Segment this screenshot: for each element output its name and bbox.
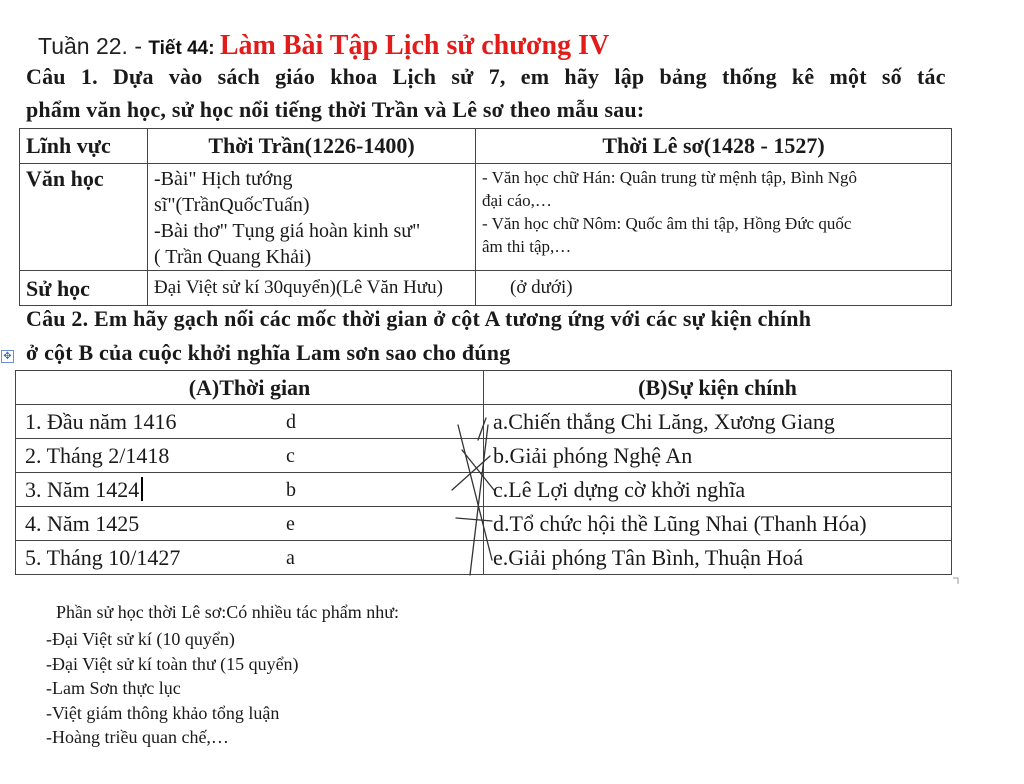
- question1-word: vào: [168, 64, 203, 89]
- question1-word: Lịch: [392, 64, 437, 89]
- table-move-handle-icon[interactable]: ✥: [1, 350, 14, 363]
- event-cell[interactable]: e.Giải phóng Tân Bình, Thuận Hoá: [484, 541, 952, 575]
- question1-word: giáo: [275, 64, 316, 89]
- match-answer: d: [286, 411, 296, 433]
- question1-word: sách: [217, 64, 260, 89]
- matching-header-event: (B)Sự kiện chính: [484, 371, 952, 405]
- event-cell[interactable]: d.Tổ chức hội thề Lũng Nhai (Thanh Hóa): [484, 507, 952, 541]
- list-item: -Đại Việt sử kí (10 quyển): [46, 629, 235, 649]
- table-row: [16, 507, 952, 541]
- literature-tran-cell[interactable]: [148, 164, 476, 271]
- question1-word: kê: [791, 64, 815, 89]
- table-row: [16, 473, 952, 507]
- time-cell[interactable]: [16, 439, 484, 473]
- event-cell[interactable]: c.Lê Lợi dựng cờ khởi nghĩa: [484, 473, 952, 507]
- time-cell[interactable]: [16, 405, 484, 439]
- works-header-leso: Thời Lê sơ(1428 - 1527): [476, 129, 952, 164]
- question1-word: sử: [451, 64, 474, 89]
- time-label: 4. Năm 1425: [25, 510, 140, 536]
- question1-word: tác: [917, 64, 946, 89]
- list-item: -Lam Sơn thực lục: [46, 678, 181, 698]
- question1-word: lập: [614, 64, 645, 89]
- text-cursor: [141, 477, 143, 501]
- time-cell[interactable]: [16, 541, 484, 575]
- literature-tran-line: -Bài" Hịch tướng: [154, 168, 293, 190]
- literature-tran-line: ( Trần Quang Khải): [154, 246, 312, 268]
- list-item: -Việt giám thông khảo tổng luận: [46, 702, 280, 723]
- literature-leso-line: - Văn học chữ Nôm: Quốc âm thi tập, Hồng Đức quốc: [482, 214, 852, 233]
- literature-leso-line: - Văn học chữ Hán: Quân trung từ mệnh tập, Bình Ngô: [482, 168, 858, 187]
- question1-word: Dựa: [112, 64, 154, 89]
- works-header-tran: Thời Trần(1226-1400): [148, 129, 476, 164]
- row-label-history: Sử học: [20, 271, 148, 306]
- table-row: [16, 541, 952, 575]
- question1-prompt: [26, 62, 946, 92]
- time-cell[interactable]: [16, 507, 484, 541]
- question1-word: hãy: [564, 64, 600, 89]
- notes-title: Phần sử học thời Lê sơ:Có nhiều tác phẩm như:: [56, 602, 400, 622]
- table-row: [16, 405, 952, 439]
- question1-word: Câu: [26, 64, 66, 89]
- time-cell[interactable]: [16, 473, 484, 507]
- table-row: [16, 439, 952, 473]
- literature-tran-line: -Bài thơ" Tụng giá hoàn kinh sư": [154, 220, 421, 242]
- time-label: 5. Tháng 10/1427: [25, 544, 181, 570]
- question1-word: thống: [721, 64, 777, 89]
- matching-table: [15, 370, 952, 575]
- match-answer: a: [286, 547, 295, 569]
- match-answer: e: [286, 513, 295, 535]
- question2-line2: ở cột B của cuộc khởi nghĩa Lam sơn sao cho đúng: [26, 340, 511, 365]
- works-table: [19, 128, 952, 306]
- question1-line1: [26, 62, 946, 92]
- question1-word: em: [520, 64, 550, 89]
- question1-word: 7,: [488, 64, 506, 89]
- match-answer: b: [286, 479, 296, 501]
- row-label-literature: Văn học: [20, 164, 148, 271]
- match-answer: c: [286, 445, 295, 467]
- literature-leso-line: đại cáo,…: [482, 191, 552, 210]
- history-tran-cell[interactable]: Đại Việt sử kí 30quyển)(Lê Văn Hưu): [148, 271, 476, 306]
- question1-word: một: [829, 64, 867, 89]
- table-corner-mark: [953, 578, 958, 584]
- question1-word: khoa: [330, 64, 378, 89]
- list-item: -Hoàng triều quan chế,…: [46, 727, 229, 747]
- time-label: 3. Năm 1424: [25, 476, 140, 502]
- time-label: 2. Tháng 2/1418: [25, 442, 170, 468]
- literature-tran-line: sĩ"(TrầnQuốcTuấn): [154, 194, 310, 216]
- works-header-field: Lĩnh vực: [20, 129, 148, 164]
- list-item: -Đại Việt sử kí toàn thư (15 quyển): [46, 653, 299, 674]
- history-leso-cell[interactable]: (ở dưới): [476, 271, 952, 306]
- question1-word: bảng: [659, 64, 707, 89]
- literature-leso-cell[interactable]: [476, 164, 952, 271]
- lesson-title: Làm Bài Tập Lịch sử chương IV: [219, 30, 610, 61]
- matching-header-time: (A)Thời gian: [16, 371, 484, 405]
- page-title: [38, 30, 609, 65]
- question1-word: 1.: [80, 64, 98, 89]
- event-cell[interactable]: a.Chiến thắng Chi Lăng, Xương Giang: [484, 405, 952, 439]
- time-label: 1. Đầu năm 1416: [25, 408, 177, 434]
- question2-line1: Câu 2. Em hãy gạch nối các mốc thời gian ở cột A tương ứng với các sự kiện chính: [26, 306, 812, 331]
- question1-word: số: [881, 64, 902, 89]
- literature-leso-line: âm thi tập,…: [482, 237, 572, 256]
- event-cell[interactable]: b.Giải phóng Nghệ An: [484, 439, 952, 473]
- week-label: Tuần 22. -: [38, 33, 149, 59]
- question1-line2: phẩm văn học, sử học nổi tiếng thời Trần và Lê sơ theo mẫu sau:: [26, 97, 645, 122]
- period-label: Tiết 44:: [148, 38, 220, 59]
